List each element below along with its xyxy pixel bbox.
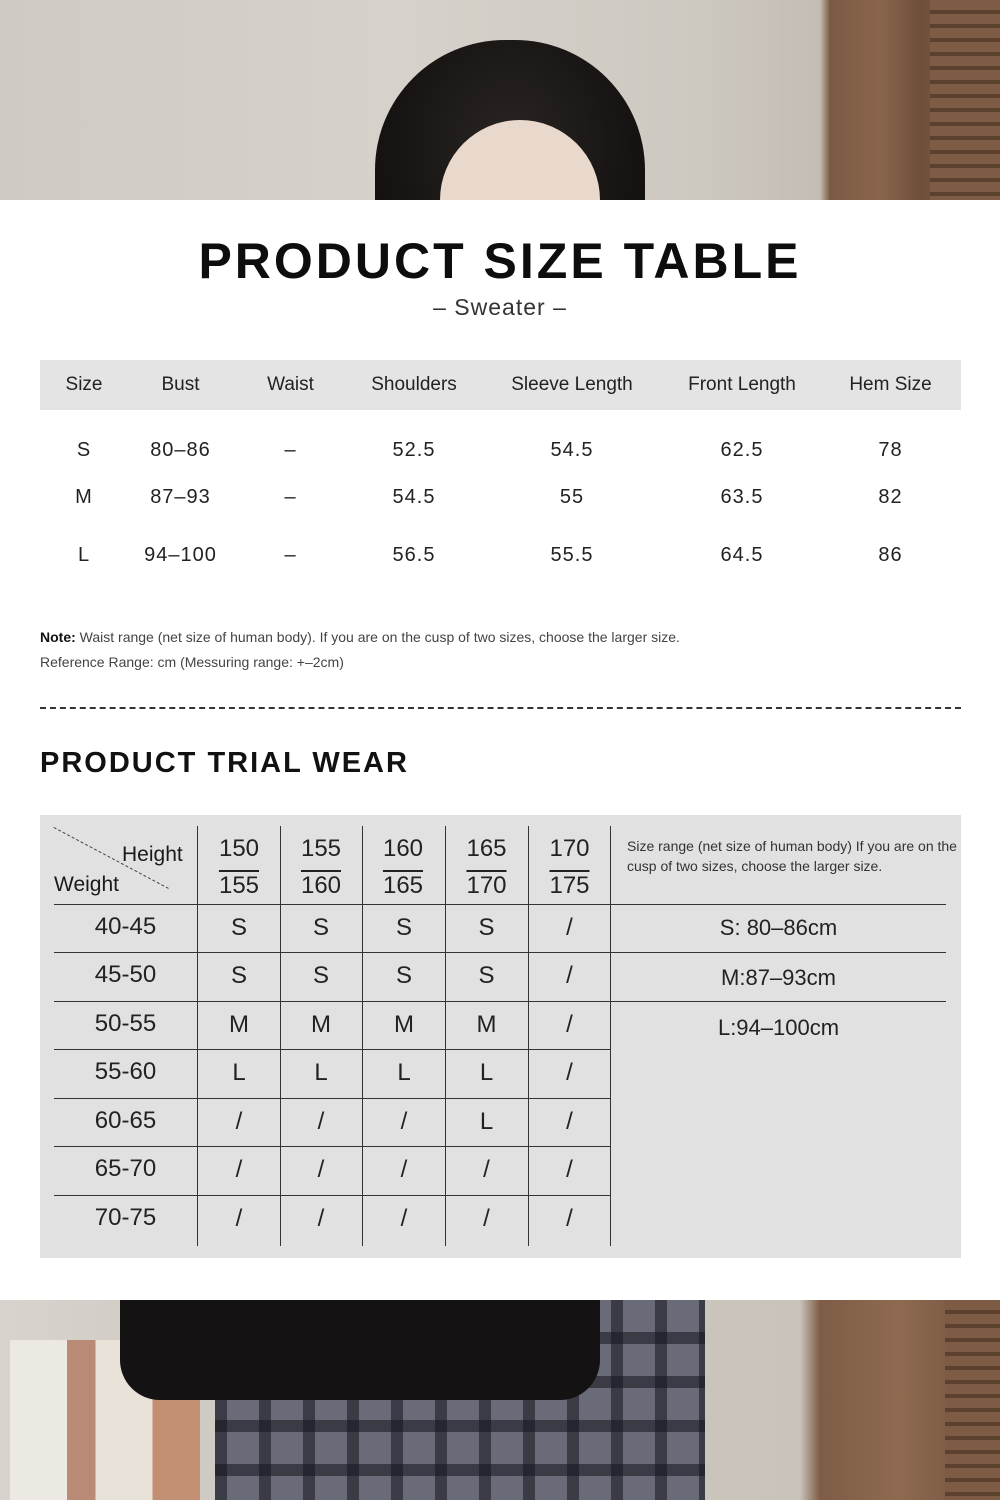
header-hem-size: Hem Size <box>849 374 932 395</box>
size-recommendation: / <box>235 1205 243 1232</box>
cell-size: S <box>76 438 92 461</box>
size-recommendation: / <box>235 1108 243 1135</box>
wooden-shutter <box>930 0 1000 200</box>
size-range-m: M:87–93cm <box>721 965 836 990</box>
size-recommendation: / <box>317 1205 325 1232</box>
cell-hem-size: 86 <box>878 543 903 566</box>
size-recommendation: S <box>395 914 412 941</box>
size-recommendation: / <box>566 962 573 989</box>
size-recommendation: S <box>312 914 329 941</box>
section-divider <box>40 707 961 709</box>
height-from: 165 <box>466 835 507 862</box>
size-table-header-row <box>40 360 961 410</box>
size-recommendation: / <box>317 1108 325 1135</box>
size-recommendation: / <box>566 1156 573 1183</box>
size-recommendation: / <box>566 914 573 941</box>
height-header <box>198 830 280 904</box>
weight-label: 50-55 <box>94 1010 157 1037</box>
height-header <box>528 830 611 904</box>
size-table-subtitle: – Sweater – <box>433 294 567 320</box>
cell-hem-size: 82 <box>878 485 903 508</box>
corner-weight-label: Weight <box>54 873 119 896</box>
height-header <box>362 830 444 904</box>
weight-label: 55-60 <box>94 1058 157 1085</box>
table-row <box>40 468 961 526</box>
size-recommendation: / <box>400 1108 408 1135</box>
weight-label: 40-45 <box>94 913 157 940</box>
cell-shoulders: 52.5 <box>392 438 436 461</box>
height-from: 155 <box>300 835 342 862</box>
size-recommendation: / <box>566 1205 573 1232</box>
note-label: Note: <box>40 629 76 645</box>
size-recommendation: L <box>479 1059 494 1086</box>
cell-waist: – <box>284 485 297 508</box>
cell-front-length: 63.5 <box>720 485 764 508</box>
height-to: 155 <box>218 872 260 899</box>
size-recommendation: / <box>400 1205 408 1232</box>
size-recommendation: S <box>230 914 247 941</box>
table-row <box>40 526 961 584</box>
weight-label: 70-75 <box>94 1204 157 1231</box>
trial-wear-title: PRODUCT TRIAL WEAR <box>40 747 409 779</box>
size-recommendation: S <box>230 962 247 989</box>
grid-line <box>54 1195 611 1196</box>
size-recommendation: / <box>317 1156 325 1183</box>
height-to: 170 <box>466 872 507 899</box>
grid-line <box>54 1146 611 1147</box>
height-to: 160 <box>300 872 342 899</box>
size-recommendation: / <box>566 1011 573 1038</box>
height-from: 150 <box>218 835 260 862</box>
size-recommendation: S <box>478 962 495 989</box>
size-recommendation: / <box>483 1205 490 1232</box>
size-recommendation: M <box>394 1011 414 1038</box>
height-header <box>280 830 362 904</box>
model-photo-top <box>0 0 1000 200</box>
cell-size: M <box>75 485 93 508</box>
grid-line <box>54 1001 946 1002</box>
size-table-title: PRODUCT SIZE TABLE <box>198 233 802 289</box>
size-table <box>40 360 961 584</box>
size-recommendation: / <box>235 1156 243 1183</box>
weight-label: 65-70 <box>94 1155 157 1182</box>
cell-front-length: 64.5 <box>720 543 764 566</box>
size-range-note: Size range (net size of human body) If you are on the cusp of two sizes, choose the larger size. <box>627 838 957 874</box>
header-front-length: Front Length <box>688 374 796 395</box>
size-recommendation: L <box>232 1059 246 1086</box>
grid-line <box>54 1098 611 1099</box>
height-from: 160 <box>382 835 424 862</box>
cell-sleeve-length: 55.5 <box>550 543 594 566</box>
size-recommendation: M <box>229 1011 249 1038</box>
header-waist: Waist <box>267 374 314 395</box>
size-recommendation: S <box>478 914 495 941</box>
size-recommendation: / <box>566 1108 573 1135</box>
cell-bust: 87–93 <box>150 485 211 508</box>
size-note <box>40 625 680 675</box>
size-range-s: S: 80–86cm <box>719 915 838 940</box>
grid-line <box>54 952 946 953</box>
cell-bust: 80–86 <box>150 438 211 461</box>
cell-waist: – <box>284 438 297 461</box>
size-recommendation: / <box>483 1156 490 1183</box>
reference-range-text: Reference Range: cm (Messuring range: +–2cm) <box>40 654 344 670</box>
cell-sleeve-length: 55 <box>559 485 585 508</box>
size-recommendation: S <box>312 962 329 989</box>
size-info-panel <box>0 200 1000 1300</box>
grid-line <box>54 904 946 905</box>
weight-label: 60-65 <box>94 1107 157 1134</box>
cell-shoulders: 54.5 <box>392 485 436 508</box>
size-recommendation: M <box>311 1011 331 1038</box>
note-text: Waist range (net size of human body). If you are on the cusp of two sizes, choose the larger size. <box>75 629 680 645</box>
height-from: 170 <box>549 835 590 862</box>
cell-waist: – <box>284 543 297 566</box>
header-shoulders: Shoulders <box>371 374 457 395</box>
height-header <box>445 830 528 904</box>
header-sleeve-length: Sleeve Length <box>511 374 633 395</box>
trial-wear-table <box>40 815 961 1258</box>
corner-height-label: Height <box>122 843 183 866</box>
model-photo-bottom <box>0 1300 1000 1500</box>
cell-sleeve-length: 54.5 <box>550 438 594 461</box>
size-recommendation: L <box>397 1059 411 1086</box>
grid-line <box>54 1049 611 1050</box>
header-size: Size <box>65 374 103 395</box>
black-handbag <box>120 1300 600 1400</box>
cell-size: L <box>77 543 91 566</box>
cell-front-length: 62.5 <box>720 438 764 461</box>
header-bust: Bust <box>161 374 200 395</box>
cell-bust: 94–100 <box>144 543 217 566</box>
size-recommendation: S <box>395 962 412 989</box>
size-recommendation: L <box>314 1059 328 1086</box>
height-to: 175 <box>549 872 590 899</box>
size-range-l: L:94–100cm <box>717 1015 840 1040</box>
cell-hem-size: 78 <box>878 438 903 461</box>
wooden-shutter <box>945 1300 1000 1500</box>
size-recommendation: / <box>566 1059 573 1086</box>
weight-label: 45-50 <box>94 961 157 988</box>
table-row <box>40 410 961 468</box>
size-recommendation: M <box>476 1011 497 1038</box>
cell-shoulders: 56.5 <box>392 543 436 566</box>
size-recommendation: / <box>400 1156 408 1183</box>
size-recommendation: L <box>479 1108 494 1135</box>
height-to: 165 <box>382 872 424 899</box>
